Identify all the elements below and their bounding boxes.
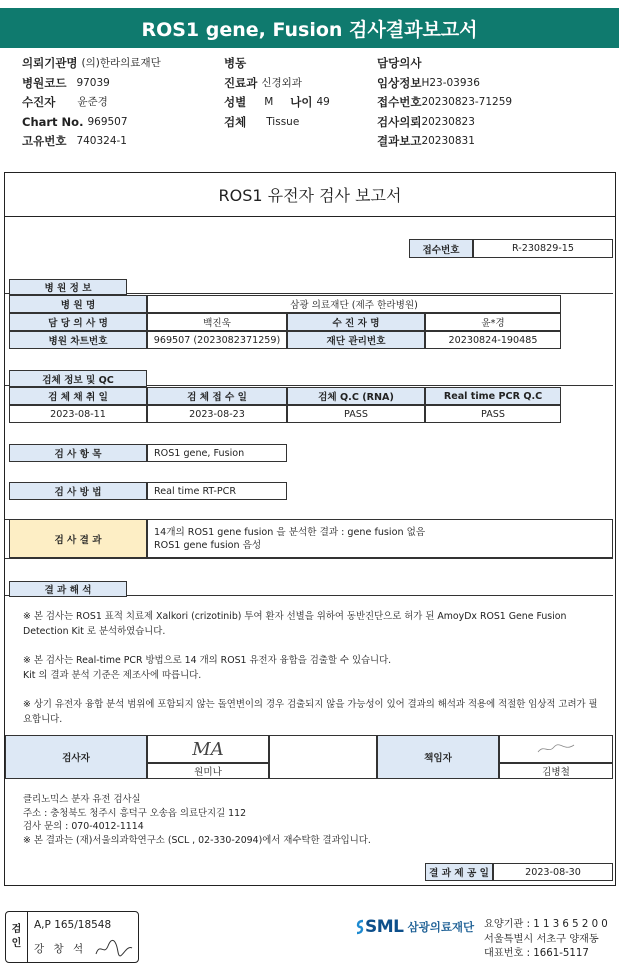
hospital-name-label: 병 원 명 <box>9 295 147 313</box>
chart-no-value: 969507 (2023082371259) <box>147 331 287 349</box>
qc-value-receive: 2023-08-23 <box>147 405 287 423</box>
examiner-name: 원미나 <box>147 763 269 779</box>
header-row-hospital-code: 병원코드 97039 <box>22 75 110 90</box>
patient-name-value: 윤*경 <box>425 313 561 331</box>
responsible-signature <box>499 735 613 763</box>
header-col-2 <box>224 54 330 132</box>
dept-value: 신경외과 <box>261 76 302 89</box>
org-phone: 대표번호 : 1661-5117 <box>484 948 589 959</box>
chart-no-label: 병원 차트번호 <box>9 331 147 349</box>
header-col-3 <box>377 54 512 152</box>
qc-section: 검체 정보 및 QC <box>9 370 147 387</box>
result-value <box>147 520 613 558</box>
qc-value-pcr: PASS <box>425 405 561 423</box>
seal-line-2: 강 창 석 <box>34 943 87 955</box>
seal-signature-mark <box>94 938 134 958</box>
sex-value: M <box>264 96 274 108</box>
report-date-label: 결과보고 <box>377 134 422 148</box>
age-value: 49 <box>316 96 330 108</box>
header-row-unique-id: 고유번호 740324-1 <box>22 134 127 148</box>
qc-header-pcr: Real time PCR Q.C <box>425 387 561 405</box>
organization-info <box>484 918 608 962</box>
org-care-code: 요양기관 : 1 1 3 6 5 2 0 0 <box>484 919 608 930</box>
logo-mark-icon <box>355 918 365 936</box>
qc-header-receive: 검 체 접 수 일 <box>147 387 287 405</box>
receipt-no-value: R-230829-15 <box>473 239 613 258</box>
sml-logo <box>355 917 474 937</box>
clinical-info-label: 임상정보 <box>377 75 422 90</box>
doctor-name-label: 담 당 의 사 명 <box>9 313 147 331</box>
result-line-2: ROS1 gene fusion 음성 <box>154 539 262 551</box>
issued-date-value: 2023-08-30 <box>493 863 613 881</box>
request-date-label: 검사의뢰 <box>377 114 422 129</box>
qc-header-rna: 검체 Q.C (RNA) <box>287 387 425 405</box>
report-title-bar: ROS1 gene, Fusion 검사결과보고서 <box>0 8 619 48</box>
clinical-info-value: H23-03936 <box>421 76 480 89</box>
logo-text: SML <box>365 917 404 937</box>
lab-phone: 검사 문의 : 070-4012-1114 <box>23 821 144 832</box>
qc-header-collect: 검 체 채 취 일 <box>9 387 147 405</box>
doctor-label: 담당의사 <box>377 56 422 70</box>
logo-name: 삼광의료재단 <box>407 920 475 934</box>
lab-name: 클리노믹스 분자 유전 검사실 <box>23 794 141 805</box>
receipt-no-label: 접수번호 <box>409 239 473 258</box>
seal-tag: 검 인 <box>6 912 28 962</box>
specimen-label: 검체 <box>224 114 247 129</box>
method-label: 검 사 방 법 <box>9 482 147 500</box>
patient-name-label: 수 진 자 명 <box>287 313 425 331</box>
interpretation-2b: Kit 의 결과 분석 기준은 제조사에 따릅니다. <box>23 670 202 681</box>
org-address: 서울특별시 서초구 양재동 <box>484 933 599 945</box>
foundation-no-value: 20230824-190485 <box>425 331 561 349</box>
responsible-signature-mark <box>536 742 576 756</box>
method-value: Real time RT-PCR <box>147 482 287 500</box>
header-row-chart: Chart No. 969507 <box>22 114 128 129</box>
signature-spacer <box>269 735 377 779</box>
header-row-patient: 수진자 윤준경 <box>22 95 108 109</box>
hospital-info-section: 병 원 정 보 <box>9 279 127 295</box>
qc-value-collect: 2023-08-11 <box>9 405 147 423</box>
accession-value: 20230823-71259 <box>421 96 513 108</box>
test-item-label: 검 사 항 목 <box>9 444 147 462</box>
interpretation-1: ※ 본 검사는 ROS1 표적 치료제 Xalkori (crizotinib) 투여 환자 선별을 위하여 동반진단으로 허가 된 AmoyDx ROS1 Gene Fusion Detection Kit 로 분석하였습니다. <box>23 611 567 637</box>
age-label: 나이 <box>290 95 313 109</box>
interpretation-2a: ※ 본 검사는 Real-time PCR 방법으로 14 개의 ROS1 유전자 융합을 검출할 수 있습니다. <box>23 655 392 666</box>
doctor-name-value: 백진욱 <box>147 313 287 331</box>
responsible-label: 책임자 <box>377 735 499 779</box>
foundation-no-label: 재단 관리번호 <box>287 331 425 349</box>
examiner-label: 검사자 <box>5 735 147 779</box>
specimen-value: Tissue <box>266 115 300 128</box>
embedded-report <box>4 172 616 886</box>
examiner-signature: MA <box>147 735 269 763</box>
issued-date-label: 결 과 제 공 일 <box>425 863 493 881</box>
hospital-name-value: 삼광 의료재단 (제주 한라병원) <box>147 295 561 313</box>
header-row-institution: 의뢰기관명 (의)한라의료재단 <box>22 56 161 70</box>
interpretation-3: ※ 상기 유전자 융합 분석 범위에 포함되지 않는 돌연변이의 경우 검출되지 않을 가능성이 있어 결과의 해석과 적용에 적절한 임상적 고려가 필요합니다. <box>23 699 598 725</box>
lab-info <box>23 793 371 847</box>
interpretation-section: 결 과 해 석 <box>9 581 127 597</box>
test-item-value: ROS1 gene, Fusion <box>147 444 287 462</box>
lab-address: 주소 : 충청북도 청주시 흥덕구 오송읍 의료단지길 112 <box>23 807 247 819</box>
dept-label: 진료과 <box>224 75 258 90</box>
seal-line-1: A,P 165/18548 <box>34 919 112 931</box>
result-label: 검 사 결 과 <box>9 520 147 558</box>
accession-label: 접수번호 <box>377 95 422 109</box>
responsible-name: 김병철 <box>499 763 613 779</box>
sex-label: 성별 <box>224 95 247 109</box>
request-date-value: 20230823 <box>421 115 475 128</box>
header-col-1 <box>22 54 161 152</box>
ward-label: 병동 <box>224 56 247 70</box>
inspection-seal <box>5 911 139 963</box>
lab-note: ※ 본 결과는 (재)서울의과학연구소 (SCL , 02-330-2094)에서 재수탁한 결과입니다. <box>23 834 371 846</box>
report-date-value: 20230831 <box>421 135 475 147</box>
qc-value-rna: PASS <box>287 405 425 423</box>
embedded-report-title: ROS1 유전자 검사 보고서 <box>5 173 615 217</box>
result-line-1: 14개의 ROS1 gene fusion 을 분석한 결과 : gene fusion 없음 <box>154 526 426 538</box>
